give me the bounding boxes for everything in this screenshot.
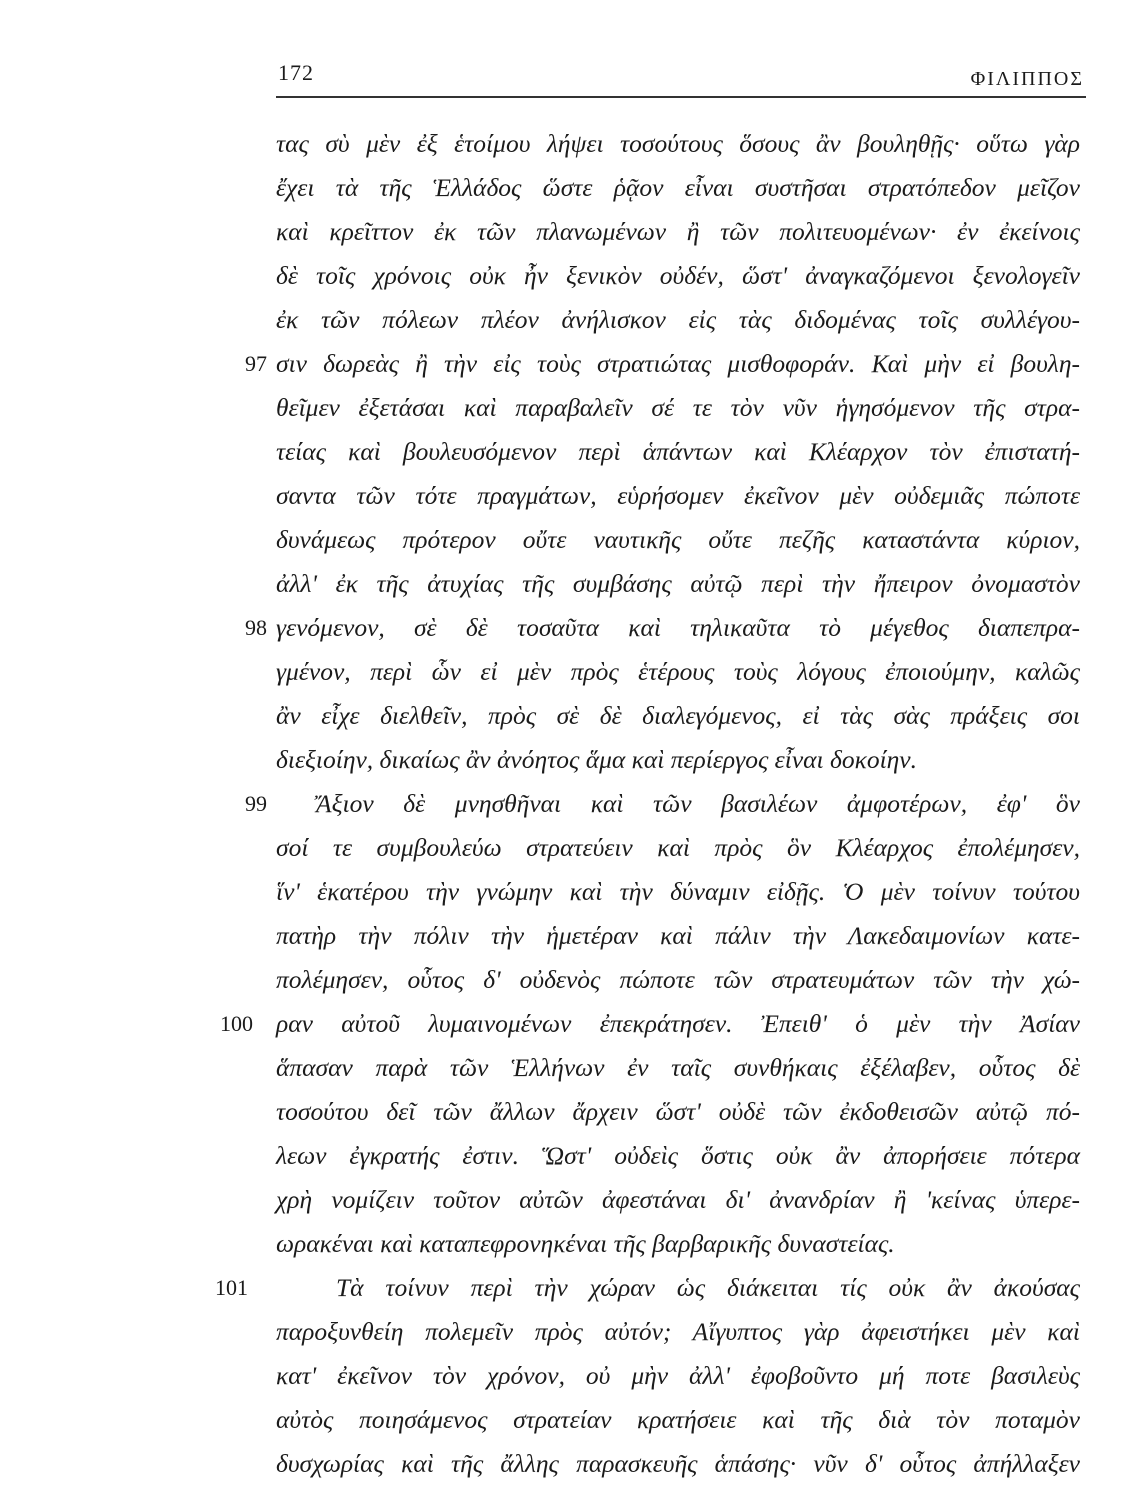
text-line: γμένον, περὶ ὧν εἰ μὲν πρὸς ἑτέρους τοὺς λόγους ἐποιούμην, καλῶς xyxy=(276,657,1080,686)
text-line: ἀλλ' ἐκ τῆς ἀτυχίας τῆς συμβάσης αὐτῷ περὶ τὴν ἤπειρον ὀνομαστὸν xyxy=(276,569,1080,598)
text-line: πατὴρ τὴν πόλιν τὴν ἡμετέραν καὶ πάλιν τὴν Λακεδαιμονίων κατε- xyxy=(276,921,1080,950)
text-line: παροξυνθείη πολεμεῖν πρὸς αὐτόν; Αἴγυπτος γὰρ ἀφειστήκει μὲν καὶ xyxy=(276,1317,1080,1346)
text-line: σοί τε συμβουλεύω στρατεύειν καὶ πρὸς ὃν Κλέαρχος ἐπολέμησεν, xyxy=(276,833,1080,862)
text-line: ραν αὐτοῦ λυμαινομένων ἐπεκράτησεν. Ἐπειθ' ὁ μὲν τὴν Ἀσίαν xyxy=(276,1009,1080,1038)
page-number: 172 xyxy=(278,60,314,85)
text-line: καὶ κρεῖττον ἐκ τῶν πλανωμένων ἢ τῶν πολιτευομένων· ἐν ἐκείνοις xyxy=(276,217,1080,246)
text-line: Ἄξιον δὲ μνησθῆναι καὶ τῶν βασιλέων ἀμφοτέρων, ἐφ' ὃν xyxy=(316,789,1080,818)
running-title: ΦΙΛΙΠΠΟΣ xyxy=(970,68,1084,90)
text-line: σιν δωρεὰς ἢ τὴν εἰς τοὺς στρατιώτας μισθοφοράν. Καὶ μὴν εἰ βουλη- xyxy=(276,349,1080,378)
text-line: αὐτὸς ποιησάμενος στρατείαν κρατήσειε καὶ τῆς διὰ τὸν ποταμὸν xyxy=(276,1405,1080,1434)
running-header xyxy=(276,52,1086,98)
text-line: ἅπασαν παρὰ τῶν Ἑλλήνων ἐν ταῖς συνθήκαις ἐξέλαβεν, οὗτος δὲ xyxy=(276,1053,1080,1082)
text-line: χρὴ νομίζειν τοῦτον αὐτῶν ἀφεστάναι δι' ἀνανδρίαν ἢ 'κείνας ὑπερε- xyxy=(276,1185,1080,1214)
text-line: τείας καὶ βουλευσόμενον περὶ ἁπάντων καὶ Κλέαρχον τὸν ἐπιστατή- xyxy=(276,437,1080,466)
text-line: σαντα τῶν τότε πραγμάτων, εὑρήσομεν ἐκεῖνον μὲν οὐδεμιᾶς πώποτε xyxy=(276,481,1080,510)
text-line: πολέμησεν, οὗτος δ' οὐδενὸς πώποτε τῶν στρατευμάτων τῶν τὴν χώ- xyxy=(276,965,1080,994)
section-number: 97 xyxy=(245,351,267,376)
text-line: δυσχωρίας καὶ τῆς ἄλλης παρασκευῆς ἁπάσης· νῦν δ' οὗτος ἀπήλλαξεν xyxy=(276,1449,1080,1478)
text-line: τας σὺ μὲν ἐξ ἑτοίμου λήψει τοσούτους ὅσους ἂν βουληθῇς· οὕτω γὰρ xyxy=(276,129,1080,158)
text-line: διεξιοίην, δικαίως ἂν ἀνόητος ἅμα καὶ περίεργος εἶναι δοκοίην. xyxy=(276,745,917,774)
text-line: ἔχει τὰ τῆς Ἑλλάδος ὥστε ῥᾷον εἶναι συστῆσαι στρατόπεδον μεῖζον xyxy=(276,173,1080,202)
section-number: 98 xyxy=(245,615,267,640)
text-line: ἐκ τῶν πόλεων πλέον ἀνήλισκον εἰς τὰς διδομένας τοῖς συλλέγου- xyxy=(276,305,1080,334)
text-line: γενόμενον, σὲ δὲ τοσαῦτα καὶ τηλικαῦτα τὸ μέγεθος διαπεπρα- xyxy=(276,613,1080,642)
section-number: 100 xyxy=(220,1011,253,1036)
text-line: ἵν' ἑκατέρου τὴν γνώμην καὶ τὴν δύναμιν εἰδῇς. Ὁ μὲν τοίνυν τούτου xyxy=(276,877,1080,906)
text-line: θεῖμεν ἐξετάσαι καὶ παραβαλεῖν σέ τε τὸν νῦν ἡγησόμενον τῆς στρα- xyxy=(276,393,1080,422)
text-line: δυνάμεως πρότερον οὔτε ναυτικῆς οὔτε πεζῆς καταστάντα κύριον, xyxy=(276,525,1080,554)
text-line: δὲ τοῖς χρόνοις οὐκ ἦν ξενικὸν οὐδέν, ὥστ' ἀναγκαζόμενοι ξενολογεῖν xyxy=(276,261,1080,290)
text-line: ἂν εἶχε διελθεῖν, πρὸς σὲ δὲ διαλεγόμενος, εἰ τὰς σὰς πράξεις σοι xyxy=(276,701,1080,730)
text-line: Τὰ τοίνυν περὶ τὴν χώραν ὡς διάκειται τίς οὐκ ἂν ἀκούσας xyxy=(336,1273,1080,1302)
section-number: 99 xyxy=(245,791,267,816)
text-line: τοσούτου δεῖ τῶν ἄλλων ἄρχειν ὥστ' οὐδὲ τῶν ἐκδοθεισῶν αὐτῷ πό- xyxy=(276,1097,1080,1126)
section-number: 101 xyxy=(215,1275,248,1300)
text-line: ωρακέναι καὶ καταπεφρονηκέναι τῆς βαρβαρικῆς δυναστείας. xyxy=(276,1229,895,1258)
text-line: κατ' ἐκεῖνον τὸν χρόνον, οὐ μὴν ἀλλ' ἐφοβοῦντο μή ποτε βασιλεὺς xyxy=(276,1361,1080,1390)
text-line: λεων ἐγκρατής ἐστιν. Ὥστ' οὐδεὶς ὅστις οὐκ ἂν ἀπορήσειε πότερα xyxy=(276,1141,1080,1170)
